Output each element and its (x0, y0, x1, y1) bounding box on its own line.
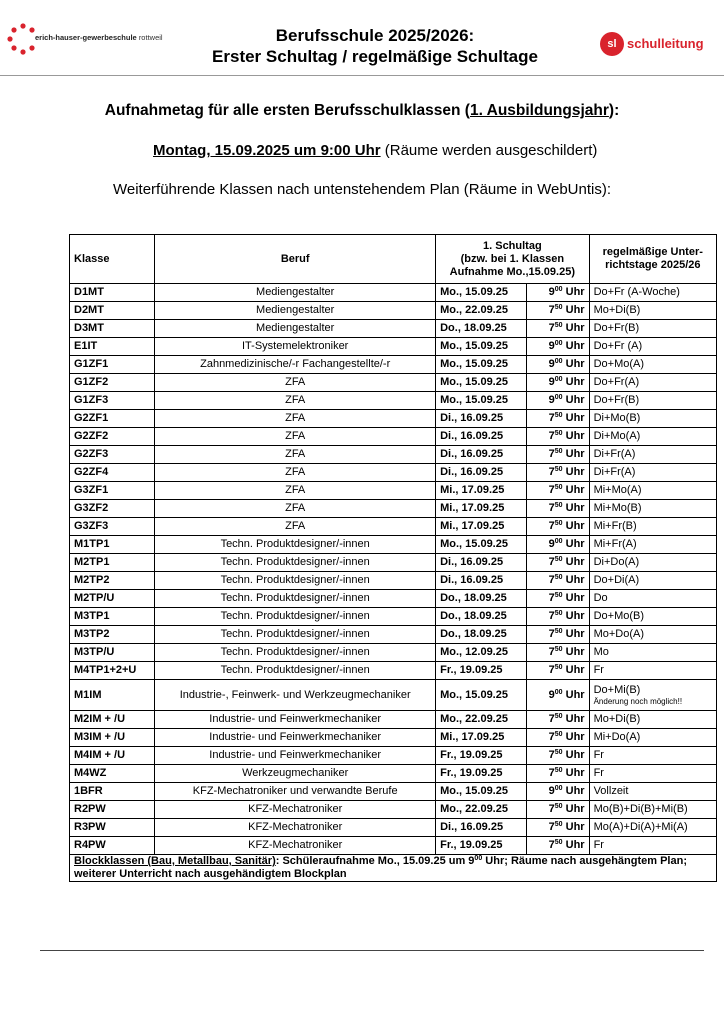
cell-time: $9^{00}$ Uhr (527, 374, 589, 392)
cell-date: Fr., 19.09.25 (436, 837, 527, 855)
cell-time: $7^{50}$ Uhr (527, 446, 589, 464)
cell-klasse: M3IM + /U (70, 729, 155, 747)
table-row (70, 338, 717, 356)
cell-date: Mo., 15.09.25 (436, 680, 527, 711)
table-row (70, 765, 717, 783)
intro-date: Montag, 15.09.2025 um 9:00 Uhr (153, 142, 381, 159)
table-body (70, 284, 717, 855)
cell-time: $7^{50}$ Uhr (527, 801, 589, 819)
cell-klasse: G3ZF2 (70, 500, 155, 518)
cell-regel: Di+Mo(A) (589, 428, 716, 446)
cell-regel: Do+Mo(A) (589, 356, 716, 374)
cell-date: Mo., 22.09.25 (436, 711, 527, 729)
cell-date: Mo., 15.09.25 (436, 783, 527, 801)
cell-date: Mo., 22.09.25 (436, 801, 527, 819)
cell-regel: Mi+Mo(A) (589, 482, 716, 500)
cell-time: $7^{50}$ Uhr (527, 518, 589, 536)
table-row (70, 626, 717, 644)
cell-regel: Vollzeit (589, 783, 716, 801)
cell-date: Mo., 15.09.25 (436, 338, 527, 356)
blockklassen-note: Blockklassen (Bau, Metallbau, Sanitär): Schüleraufnahme Mo., 15.09.25 um $9^{00}$ Uhr; Räume nach ausgehängtem Plan; weiterer Unterricht nach ausgehändigtem Blockplan (70, 855, 717, 882)
cell-klasse: M3TP/U (70, 644, 155, 662)
table-row (70, 554, 717, 572)
title-line-1: Berufsschule 2025/2026: (275, 26, 475, 45)
intro-plan-note: Weiterführende Klassen nach untenstehendem Plan (Räume in WebUntis): (112, 181, 612, 198)
table-row (70, 482, 717, 500)
bottom-divider (40, 950, 704, 951)
cell-date: Fr., 19.09.25 (436, 765, 527, 783)
cell-beruf: Industrie-, Feinwerk- und Werkzeugmechaniker (155, 680, 436, 711)
cell-time: $7^{50}$ Uhr (527, 747, 589, 765)
cell-beruf: IT-Systemelektroniker (155, 338, 436, 356)
cell-beruf: Industrie- und Feinwerkmechaniker (155, 747, 436, 765)
cell-regel: Mi+Fr(B) (589, 518, 716, 536)
cell-klasse: E1IT (70, 338, 155, 356)
table-row (70, 374, 717, 392)
header-divider (0, 75, 724, 76)
cell-date: Mo., 15.09.25 (436, 356, 527, 374)
header-regel: regelmäßige Unter- richtstage 2025/26 (589, 235, 716, 284)
cell-beruf: ZFA (155, 500, 436, 518)
cell-beruf: Techn. Produktdesigner/-innen (155, 572, 436, 590)
cell-klasse: M4TP1+2+U (70, 662, 155, 680)
cell-time: $7^{50}$ Uhr (527, 711, 589, 729)
table-header-row (70, 235, 717, 284)
header-schultag: 1. Schultag (bzw. bei 1. Klassen Aufnahme Mo.,15.09.25) (436, 235, 589, 284)
cell-klasse: G2ZF4 (70, 464, 155, 482)
cell-date: Di., 16.09.25 (436, 446, 527, 464)
cell-klasse: R4PW (70, 837, 155, 855)
cell-beruf: Techn. Produktdesigner/-innen (155, 644, 436, 662)
cell-beruf: KFZ-Mechatroniker (155, 819, 436, 837)
cell-beruf: Industrie- und Feinwerkmechaniker (155, 711, 436, 729)
page-header (0, 0, 724, 78)
cell-date: Di., 16.09.25 (436, 428, 527, 446)
cell-beruf: ZFA (155, 464, 436, 482)
cell-date: Mo., 15.09.25 (436, 392, 527, 410)
cell-time: $7^{50}$ Uhr (527, 464, 589, 482)
table-row (70, 320, 717, 338)
cell-beruf: Techn. Produktdesigner/-innen (155, 554, 436, 572)
table-row (70, 801, 717, 819)
cell-beruf: Werkzeugmechaniker (155, 765, 436, 783)
cell-date: Fr., 19.09.25 (436, 662, 527, 680)
table-row (70, 747, 717, 765)
cell-regel: Fr (589, 662, 716, 680)
table-row (70, 644, 717, 662)
cell-beruf: ZFA (155, 518, 436, 536)
cell-time: $9^{00}$ Uhr (527, 356, 589, 374)
table-row (70, 837, 717, 855)
table-row (70, 572, 717, 590)
cell-time: $7^{50}$ Uhr (527, 837, 589, 855)
cell-date: Di., 16.09.25 (436, 572, 527, 590)
table-row (70, 392, 717, 410)
cell-date: Di., 16.09.25 (436, 410, 527, 428)
cell-beruf: ZFA (155, 374, 436, 392)
table-row (70, 729, 717, 747)
cell-beruf: ZFA (155, 482, 436, 500)
cell-beruf: ZFA (155, 446, 436, 464)
cell-klasse: G3ZF1 (70, 482, 155, 500)
cell-date: Di., 16.09.25 (436, 464, 527, 482)
cell-klasse: M2TP2 (70, 572, 155, 590)
cell-time: $7^{50}$ Uhr (527, 819, 589, 837)
cell-regel: Do+Mo(B) (589, 608, 716, 626)
header-beruf: Beruf (155, 235, 436, 284)
cell-time: $7^{50}$ Uhr (527, 662, 589, 680)
cell-klasse: G1ZF1 (70, 356, 155, 374)
cell-date: Di., 16.09.25 (436, 819, 527, 837)
cell-regel: Fr (589, 747, 716, 765)
schulleitung-text: schulleitung (627, 36, 704, 51)
cell-regel: Di+Mo(B) (589, 410, 716, 428)
cell-klasse: M4WZ (70, 765, 155, 783)
cell-klasse: D3MT (70, 320, 155, 338)
cell-regel: Do+Fr(A) (589, 374, 716, 392)
cell-klasse: M3TP1 (70, 608, 155, 626)
table-row (70, 608, 717, 626)
cell-regel: Mo+Do(A) (589, 626, 716, 644)
cell-time: $9^{00}$ Uhr (527, 392, 589, 410)
cell-beruf: Techn. Produktdesigner/-innen (155, 590, 436, 608)
table-row (70, 446, 717, 464)
cell-regel: Fr (589, 837, 716, 855)
cell-regel: Do+Fr(B) (589, 320, 716, 338)
cell-date: Di., 16.09.25 (436, 554, 527, 572)
title-line-2: Erster Schultag / regelmäßige Schultage (212, 47, 538, 66)
cell-klasse: M1TP1 (70, 536, 155, 554)
cell-beruf: Techn. Produktdesigner/-innen (155, 536, 436, 554)
cell-date: Mo., 12.09.25 (436, 644, 527, 662)
cell-klasse: 1BFR (70, 783, 155, 801)
cell-time: $9^{00}$ Uhr (527, 783, 589, 801)
table-row (70, 783, 717, 801)
cell-regel: Fr (589, 765, 716, 783)
table-row (70, 662, 717, 680)
cell-regel: Do+Mi(B) Änderung noch möglich!! (589, 680, 716, 711)
cell-date: Fr., 19.09.25 (436, 747, 527, 765)
header-klasse: Klasse (70, 235, 155, 284)
schulleitung-mark-icon: sl (600, 32, 624, 56)
cell-regel: Di+Fr(A) (589, 446, 716, 464)
cell-beruf: Mediengestalter (155, 302, 436, 320)
cell-regel: Mo(A)+Di(A)+Mi(A) (589, 819, 716, 837)
cell-time: $9^{00}$ Uhr (527, 338, 589, 356)
cell-regel: Di+Do(A) (589, 554, 716, 572)
cell-time: $7^{50}$ Uhr (527, 428, 589, 446)
cell-date: Mi., 17.09.25 (436, 482, 527, 500)
cell-beruf: Mediengestalter (155, 284, 436, 302)
cell-klasse: D2MT (70, 302, 155, 320)
cell-regel-note: Änderung noch möglich!! (593, 697, 683, 706)
cell-regel: Mi+Do(A) (589, 729, 716, 747)
cell-regel: Mo+Di(B) (589, 302, 716, 320)
cell-klasse: G1ZF3 (70, 392, 155, 410)
cell-klasse: M4IM + /U (70, 747, 155, 765)
cell-regel: Di+Fr(A) (589, 464, 716, 482)
cell-klasse: G2ZF1 (70, 410, 155, 428)
cell-regel: Do+Fr (A-Woche) (589, 284, 716, 302)
cell-klasse: G2ZF3 (70, 446, 155, 464)
cell-klasse: G3ZF3 (70, 518, 155, 536)
cell-beruf: Techn. Produktdesigner/-innen (155, 662, 436, 680)
cell-date: Mo., 15.09.25 (436, 536, 527, 554)
cell-regel: Mo(B)+Di(B)+Mi(B) (589, 801, 716, 819)
cell-klasse: D1MT (70, 284, 155, 302)
cell-time: $7^{50}$ Uhr (527, 626, 589, 644)
cell-date: Mo., 15.09.25 (436, 284, 527, 302)
cell-time: $7^{50}$ Uhr (527, 554, 589, 572)
table-row (70, 819, 717, 837)
cell-date: Do., 18.09.25 (436, 608, 527, 626)
cell-regel: Mi+Fr(A) (589, 536, 716, 554)
page-title (170, 25, 580, 67)
school-name: erich-hauser-gewerbeschule rottweil (35, 33, 163, 42)
cell-klasse: M2IM + /U (70, 711, 155, 729)
cell-klasse: G1ZF2 (70, 374, 155, 392)
cell-date: Mo., 15.09.25 (436, 374, 527, 392)
cell-date: Do., 18.09.25 (436, 320, 527, 338)
cell-beruf: ZFA (155, 428, 436, 446)
cell-time: $7^{50}$ Uhr (527, 572, 589, 590)
table-row (70, 680, 717, 711)
cell-date: Mi., 17.09.25 (436, 729, 527, 747)
cell-regel: Do (589, 590, 716, 608)
table-row (70, 464, 717, 482)
cell-klasse: M1IM (70, 680, 155, 711)
cell-regel: Mo+Di(B) (589, 711, 716, 729)
cell-time: $7^{50}$ Uhr (527, 765, 589, 783)
table-row (70, 590, 717, 608)
cell-date: Mo., 22.09.25 (436, 302, 527, 320)
cell-time: $7^{50}$ Uhr (527, 320, 589, 338)
cell-beruf: Zahnmedizinische/-r Fachangestellte/-r (155, 356, 436, 374)
cell-time: $9^{00}$ Uhr (527, 284, 589, 302)
cell-time: $7^{50}$ Uhr (527, 644, 589, 662)
table-row (70, 410, 717, 428)
table-row (70, 302, 717, 320)
cell-regel: Do+Fr(B) (589, 392, 716, 410)
cell-date: Do., 18.09.25 (436, 626, 527, 644)
cell-time: $7^{50}$ Uhr (527, 500, 589, 518)
schedule-table (69, 234, 717, 882)
cell-regel: Do+Fr (A) (589, 338, 716, 356)
table-row (70, 536, 717, 554)
cell-regel: Do+Di(A) (589, 572, 716, 590)
cell-klasse: M2TP1 (70, 554, 155, 572)
cell-klasse: G2ZF2 (70, 428, 155, 446)
cell-klasse: R3PW (70, 819, 155, 837)
cell-time: $7^{50}$ Uhr (527, 410, 589, 428)
cell-time: $7^{50}$ Uhr (527, 729, 589, 747)
cell-time: $7^{50}$ Uhr (527, 302, 589, 320)
cell-beruf: Techn. Produktdesigner/-innen (155, 626, 436, 644)
cell-time: $7^{50}$ Uhr (527, 608, 589, 626)
intro-date-line: Montag, 15.09.2025 um 9:00 Uhr (Räume werden ausgeschildert) (153, 142, 598, 159)
table-row (70, 711, 717, 729)
cell-time: $9^{00}$ Uhr (527, 680, 589, 711)
cell-beruf: KFZ-Mechatroniker (155, 837, 436, 855)
table-row (70, 518, 717, 536)
table-footer-row (70, 855, 717, 882)
cell-klasse: M2TP/U (70, 590, 155, 608)
cell-beruf: ZFA (155, 392, 436, 410)
cell-time: $9^{00}$ Uhr (527, 536, 589, 554)
cell-time: $7^{50}$ Uhr (527, 482, 589, 500)
cell-beruf: Techn. Produktdesigner/-innen (155, 608, 436, 626)
cell-beruf: ZFA (155, 410, 436, 428)
cell-time: $7^{50}$ Uhr (527, 590, 589, 608)
table-row (70, 284, 717, 302)
intro-heading: Aufnahmetag für alle ersten Berufsschulklassen (1. Ausbildungsjahr): (104, 102, 620, 119)
cell-beruf: Mediengestalter (155, 320, 436, 338)
cell-date: Mi., 17.09.25 (436, 518, 527, 536)
cell-beruf: KFZ-Mechatroniker und verwandte Berufe (155, 783, 436, 801)
cell-beruf: Industrie- und Feinwerkmechaniker (155, 729, 436, 747)
cell-regel: Mi+Mo(B) (589, 500, 716, 518)
cell-date: Do., 18.09.25 (436, 590, 527, 608)
table-row (70, 356, 717, 374)
table-row (70, 428, 717, 446)
cell-klasse: R2PW (70, 801, 155, 819)
table-row (70, 500, 717, 518)
cell-regel: Mo (589, 644, 716, 662)
cell-date: Mi., 17.09.25 (436, 500, 527, 518)
cell-beruf: KFZ-Mechatroniker (155, 801, 436, 819)
cell-klasse: M3TP2 (70, 626, 155, 644)
